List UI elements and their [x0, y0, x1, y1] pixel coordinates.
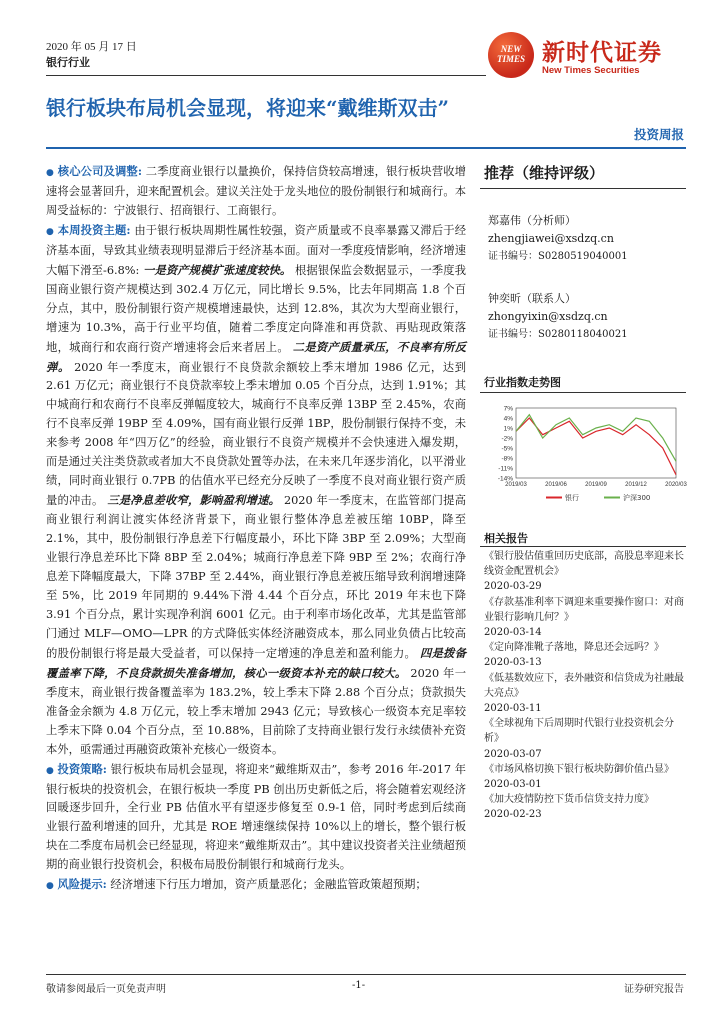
- key-point: 三是净息差收窄，影响盈利增速。: [107, 493, 281, 508]
- paragraph-weekly-theme: [46, 221, 466, 760]
- chart-legend-label: 沪深300: [623, 494, 651, 502]
- rating-rule: [480, 188, 686, 189]
- logo-emblem: [488, 32, 534, 78]
- report-title: 银行板块布局机会显现，将迎来“戴维斯双击”: [46, 96, 450, 120]
- index-chart: [484, 400, 687, 512]
- chart-y-tick-label: -14%: [497, 475, 513, 483]
- analyst-block-1: [488, 212, 628, 266]
- analyst-email[interactable]: zhengjiawei@xsdzq.cn: [488, 232, 614, 245]
- sector-label: 银行行业: [46, 56, 90, 69]
- related-report-title: 《加大疫情防控下货币信贷支持力度》: [484, 794, 654, 806]
- analyst-email[interactable]: zhongyixin@xsdzq.cn: [488, 310, 608, 323]
- related-report-item[interactable]: [484, 595, 684, 641]
- bullet-icon: ●: [46, 881, 54, 892]
- analyst-name: 钟奕昕（联系人）: [488, 292, 576, 305]
- related-report-date: 2020-03-07: [484, 748, 542, 760]
- paragraph-core-companies: [46, 162, 466, 221]
- chart-x-tick-label: 2019/12: [625, 482, 647, 488]
- related-report-date: 2020-03-29: [484, 581, 542, 593]
- related-report-item[interactable]: [484, 671, 684, 717]
- chart-x-tick-label: 2020/03: [665, 482, 687, 488]
- chart-y-tick-label: -8%: [501, 455, 513, 463]
- index-chart-svg: [484, 400, 687, 512]
- related-report-item[interactable]: [484, 716, 684, 762]
- related-report-title: 《全球视角下后周期时代银行业投资机会分析》: [484, 718, 674, 745]
- chart-x-tick-label: 2019/03: [505, 482, 527, 488]
- footer-label: 证券研究报告: [624, 984, 684, 995]
- chart-legend-label: 银行: [565, 494, 579, 502]
- paragraph-text: 2020 年一季度末，在监管部门提高商业银行利润让渡实体经济背景下，商业银行整体净息差被压缩 10BP，降至 2.1%，其中，股份制银行净息差下行幅度最小，环比下降 3BP 至 2.09%；大型商业银行净息差环比下降 8BP 至 2.04%；城商行净息差下降 9BP 至 2%；农商行净息差下降幅度最大，下降 37BP 至 2.44%，商业银行净息差被压缩导致利润增速降至 5%，比 2019 年同期的 9.44%下滑 4.44 个百分点，环比 2019 年末也下降 3.91 个百分点，累计实现净利润 6001 亿元。由于利率市场化改革，尤其是监管部门通过 MLF—OMO—LPR 的方式降低实体经济融资成本，那么同业负债占比较高的股份制银行将是最大受益者，可以保持一定增速的净息差和盈利能力。: [46, 494, 466, 660]
- related-rule: [480, 546, 686, 547]
- related-report-item[interactable]: [484, 762, 684, 792]
- paragraph-strategy: [46, 760, 466, 876]
- related-report-date: 2020-02-23: [484, 809, 542, 821]
- related-report-item[interactable]: [484, 792, 684, 822]
- chart-x-tick-label: 2019/06: [545, 482, 567, 488]
- chart-title: 行业指数走势图: [484, 376, 561, 389]
- chart-y-tick-label: 1%: [503, 425, 513, 433]
- report-type: 投资周报: [633, 127, 684, 142]
- paragraph-text: 2020 年一季度末，商业银行不良贷款余额较上季末增加 1986 亿元，达到 2.61 万亿元；商业银行不良贷款率较上季末增加 0.05 个百分点，达到 1.91%；其中城商行和农商行不良率反弹幅度较大，城商行不良率反弹 13BP 至 2.45%，农商行不良率反弹 19BP 至 4.09%，国有商业银行反弹 1BP，股份制银行保持不变，未来参考 2008 年“四万亿”的经验，商业银行不良资产规模并不会快速进入爆发期，而是通过关注类贷款或者加大不良贷款处置等办法，在未来几年逐步消化，以平滑业绩，同时商业银行 0.7PB 的估值水平已经充分反映了一季度不良对商业银行资产质量的冲击。: [46, 360, 466, 508]
- footer-disclaimer: 敬请参阅最后一页免责声明: [46, 984, 166, 995]
- analyst-cert: 证书编号：S0280519040001: [488, 251, 628, 262]
- chart-series-line: [516, 418, 676, 475]
- key-point: 二是资产质量承压，不良率有所反弹。: [46, 339, 466, 374]
- chart-y-tick-label: -11%: [498, 465, 513, 473]
- related-reports-list: [484, 549, 684, 823]
- related-report-date: 2020-03-01: [484, 779, 542, 791]
- paragraph-text: 二季度商业银行以量换价，保持信贷较高增速，银行板块营收增速将会显著回升，迎来配置机会。建议关注处于龙头地位的股份制银行和城商行。本周受益标的：宁波银行、招商银行、工商银行。: [46, 165, 467, 217]
- related-reports-title: 相关报告: [484, 532, 528, 545]
- page-number: -1-: [352, 980, 366, 991]
- header-rule: [46, 75, 486, 76]
- paragraph-heading: 投资策略:: [57, 761, 107, 776]
- logo-name-cn: 新时代证券: [542, 39, 662, 66]
- chart-rule: [480, 392, 686, 393]
- bullet-icon: ●: [46, 168, 54, 178]
- paragraph-risk: [46, 875, 466, 896]
- bullet-icon: ●: [46, 226, 54, 237]
- related-report-item[interactable]: [484, 549, 684, 595]
- paragraph-text: 银行板块布局机会显现，将迎来“戴维斯双击”，参考 2016 年-2017 年银行板块的投资机会，在银行板块一季度 PB 创出历史新低之后，将会随着宏观经济回暖逐步回升，全行业 PB 估值水平有望逐步修复至 0.9-1 倍，同时考虑到后续商业银行盈利增速的回升，尤其是 ROE 增速继续保持 10%以上的增长，整个银行板块在二季度布局机会已经显现，将迎来“戴维斯双击”。其中建议投资者关注业绩超预期的商业银行投资机会，积极布局股份制银行和城商行龙头。: [46, 762, 467, 872]
- chart-y-tick-label: -5%: [501, 445, 513, 453]
- chart-plot-frame: [516, 408, 676, 478]
- paragraph-heading: 本周投资主题:: [57, 222, 131, 237]
- company-logo: [488, 30, 698, 80]
- analyst-cert: 证书编号：S0280118040021: [488, 329, 628, 340]
- paragraph-heading: 核心公司及调整:: [57, 164, 143, 178]
- paragraph-text: 2020 年一季度末，商业银行拨备覆盖率为 183.2%，较上季末下降 2.88 个百分点；贷款损失准备金余额为 4.8 万亿元，较上季末增加 2943 亿元；导致核心一级资本充足率较上季末下降 0.04 个百分点，至 10.88%，目前除了支持商业银行发行永续债补充资本外，亟需通过再融资政策补充核心一级资本。: [46, 666, 466, 756]
- related-report-title: 《定向降准靴子落地，降息还会远吗？》: [484, 642, 664, 654]
- rating: 推荐（维持评级）: [484, 164, 605, 182]
- paragraph-text: 经济增速下行压力增加，资产质量恶化；金融监管政策超预期；: [110, 878, 427, 892]
- key-point: 一是资产规模扩张速度较快。: [143, 262, 292, 277]
- paragraph-heading: 风险提示:: [57, 877, 107, 892]
- related-report-title: 《市场风格切换下银行板块防御价值凸显》: [484, 763, 674, 775]
- chart-y-tick-label: 7%: [503, 405, 513, 413]
- related-report-title: 《存款基准利率下调迎来重要操作窗口：对商业银行影响几何？》: [484, 596, 684, 623]
- related-report-title: 《银行股估值重回历史底部，高股息率迎来长线资金配置机会》: [484, 551, 684, 578]
- logo-emblem-text: NEW TIMES: [496, 44, 525, 64]
- main-body: [46, 162, 466, 896]
- analyst-name: 郑嘉伟（分析师）: [488, 214, 576, 227]
- logo-name-en: New Times Securities: [542, 65, 640, 76]
- chart-y-tick-label: -2%: [501, 435, 513, 443]
- related-report-date: 2020-03-13: [484, 657, 542, 669]
- analyst-block-2: [488, 290, 628, 344]
- key-point: 四是拨备覆盖率下降，不良贷款损失准备增加，核心一级资本补充的缺口较大。: [46, 645, 466, 680]
- footer-rule: [46, 974, 686, 975]
- paragraph-text: 根据银保监会数据显示，一季度我国商业银行资产规模达到 302.4 万亿元，同比增长 9.5%，比去年同期高 1.8 个百分点，其中，股份制银行资产规模增速最快，达到 12.8%，其次为大型商业银行，增速为 10.3%，高于行业平均值，随着二季度定向降准和再贷款、再贴现政策落地，城商行和农商行资产增速将会后来者居上。: [46, 263, 466, 354]
- title-rule: [46, 147, 686, 149]
- related-report-date: 2020-03-14: [484, 627, 542, 639]
- bullet-icon: ●: [46, 765, 54, 776]
- chart-y-tick-label: 4%: [503, 415, 513, 423]
- related-report-date: 2020-03-11: [484, 703, 542, 715]
- paragraph-text: 由于银行板块周期性属性较强，资产质量或不良率暴露又滞后于经济基本面，导致其业绩表现明显滞后于经济基本面。面对一季度疫情影响，经济增速大幅下滑至-6.8%:: [46, 223, 467, 277]
- chart-x-tick-label: 2019/09: [585, 482, 607, 488]
- report-date: 2020 年 05 月 17 日: [46, 41, 137, 53]
- related-report-title: 《低基数效应下，表外融资和信贷成为社融最大亮点》: [484, 672, 684, 699]
- related-report-item[interactable]: [484, 640, 684, 670]
